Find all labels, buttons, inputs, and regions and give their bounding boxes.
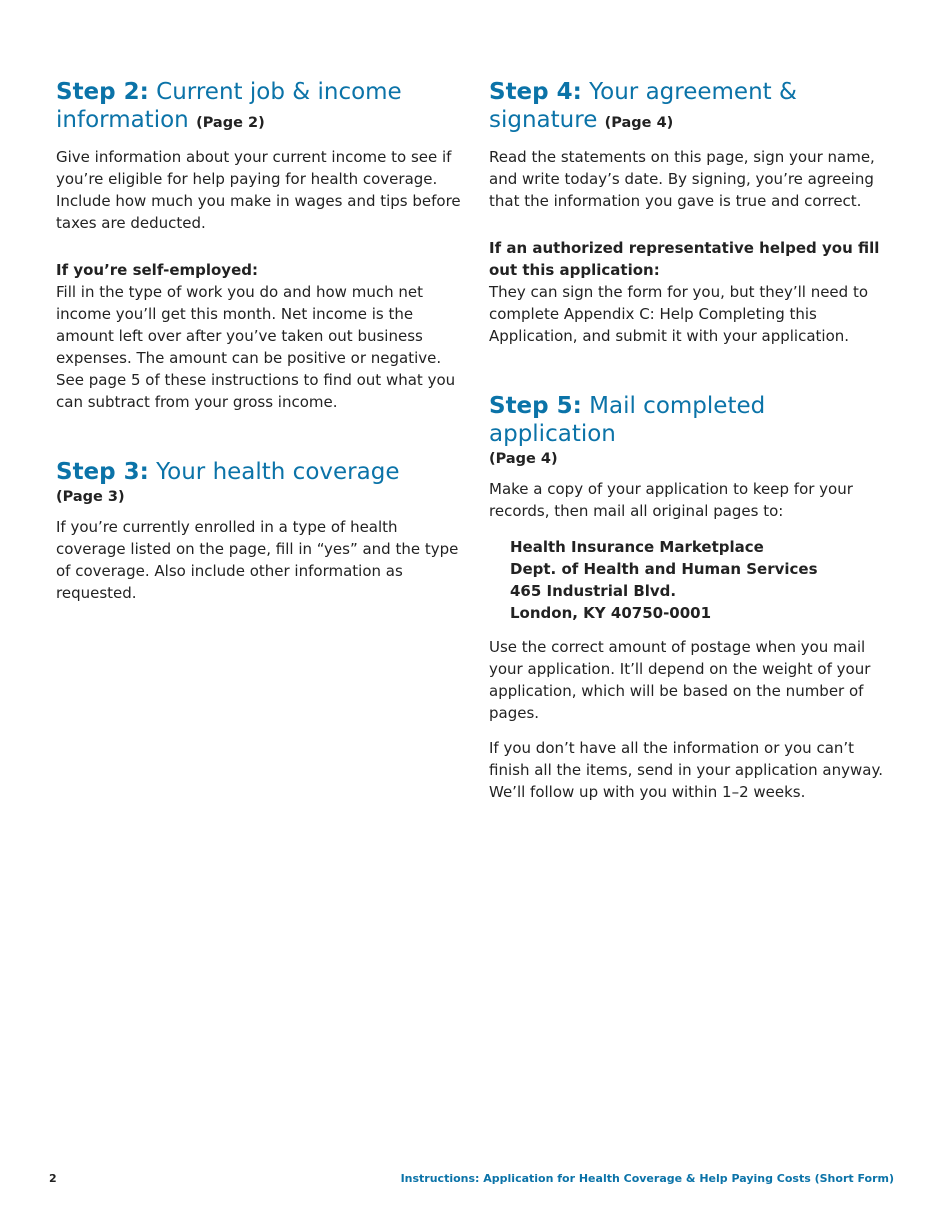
mailing-address [510,536,897,624]
step4-heading [489,78,897,137]
footer-page-number: 2 [49,1172,57,1185]
step3-heading [56,458,464,486]
representative-heading: If an authorized representative helped you fill out this application: [489,239,880,279]
address-line-4: London, KY 40750-0001 [510,604,712,622]
postage-text: Use the correct amount of postage when you mail your application. It’ll depend on the weight of your application, which will be based on the number of pages. [489,638,871,722]
left-column [56,78,464,604]
self-employed-text: Fill in the type of work you do and how much net income you’ll get this month. Net income is the amount left over after you’ve taken out business expenses. The amount can be positive or negative. See page 5 of these instructions to find out what you can subtract from your gross income. [56,283,456,411]
step4-title: Your agreement & signature [489,79,797,133]
step5-intro: Make a copy of your application to keep for your records, then mail all original pages to: [489,480,853,520]
step5-section [489,392,897,803]
step4-page-ref: (Page 4) [604,115,674,131]
self-employed-block [56,259,464,413]
followup-text: If you don’t have all the information or you can’t finish all the items, send in your application anyway. We’ll follow up with you within 1–2 weeks. [489,739,883,801]
step2-section [56,78,464,413]
address-line-2: Dept. of Health and Human Services [510,560,818,578]
step3-page-ref: (Page 3) [56,489,125,505]
step3-title: Your health coverage [156,459,400,485]
step5-page-ref: (Page 4) [489,451,558,467]
step2-label: Step 2: [56,79,149,105]
step5-heading [489,392,897,448]
step4-label: Step 4: [489,79,582,105]
representative-text: They can sign the form for you, but they’ll need to complete Appendix C: Help Completing this Application, and submit it with your application. [489,283,869,345]
step2-heading [56,78,464,137]
step3-section [56,458,464,604]
address-line-3: 465 Industrial Blvd. [510,582,677,600]
step4-section [489,78,897,347]
step3-label: Step 3: [56,459,149,485]
address-line-1: Health Insurance Marketplace [510,538,764,556]
representative-block [489,237,897,347]
step2-page-ref: (Page 2) [196,115,265,131]
step5-label: Step 5: [489,393,582,419]
step3-text: If you’re currently enrolled in a type of health coverage listed on the page, fill in “yes” and the type of coverage. Also include other information as requested. [56,518,459,602]
right-column [489,78,897,803]
step5-title: Mail completed application [489,393,766,447]
step4-intro: Read the statements on this page, sign your name, and write today’s date. By signing, you’re agreeing that the information you gave is true and correct. [489,148,875,210]
self-employed-heading: If you’re self-employed: [56,261,258,279]
step2-title: Current job & income information [56,79,402,133]
footer-document-title: Instructions: Application for Health Coverage & Help Paying Costs (Short Form) [400,1172,894,1185]
step2-intro: Give information about your current income to see if you’re eligible for help paying for health coverage. Include how much you make in wages and tips before taxes are deducted. [56,148,461,232]
